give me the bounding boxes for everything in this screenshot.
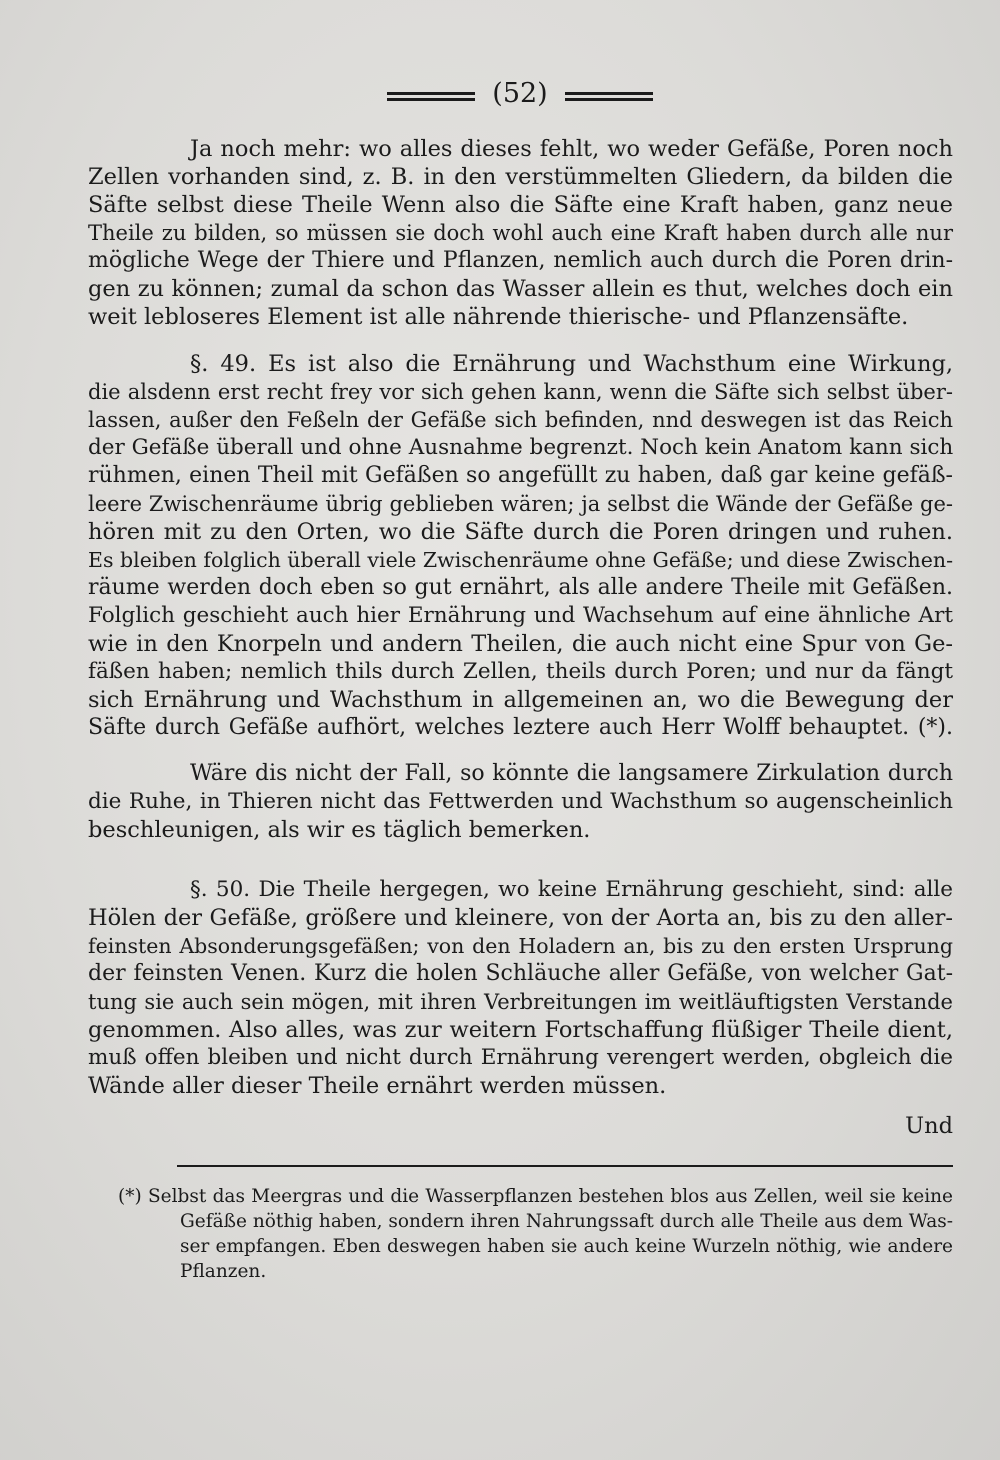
text-line: §. 49. Es ist also die Ernährung und Wachsthum eine Wirkung, xyxy=(190,351,953,377)
text-line: der feinsten Venen. Kurz die holen Schläuche aller Gefäße, von welcher Gat- xyxy=(88,961,953,986)
text-line: genommen. Also alles, was zur weitern Fortschaffung flüßiger Theile dient, xyxy=(88,1017,953,1043)
footnote-divider xyxy=(177,1165,953,1167)
text-line: muß offen bleiben und nicht durch Ernährung verengert werden, obgleich die xyxy=(88,1045,953,1070)
header-rule-left xyxy=(387,92,475,101)
text-line: leere Zwischenräume übrig geblieben wären; ja selbst die Wände der Gefäße ge- xyxy=(88,492,953,516)
text-line: Ja noch mehr: wo alles dieses fehlt, wo weder Gefäße, Poren noch xyxy=(190,136,953,162)
text-line: Säfte selbst diese Theile Wenn also die Säfte eine Kraft haben, ganz neue xyxy=(88,192,953,218)
catchword: Und xyxy=(905,1113,953,1139)
text-line: tung sie auch sein mögen, mit ihren Verbreitungen im weitläuftigsten Verstande xyxy=(88,990,953,1014)
text-line: feinsten Absonderungsgefäßen; von den Holadern an, bis zu den ersten Ursprung xyxy=(88,934,953,958)
text-line: Es bleiben folglich überall viele Zwischenräume ohne Gefäße; und diese Zwischen- xyxy=(88,548,953,572)
text-line: Wände aller dieser Theile ernährt werden müssen. xyxy=(88,1073,667,1099)
text-line: Theile zu bilden, so müssen sie doch wohl auch eine Kraft haben durch alle nur xyxy=(88,221,953,245)
page-number: (52) xyxy=(492,78,548,109)
text-line: gen zu können; zumal da schon das Wasser allein es thut, welches doch ein xyxy=(88,276,953,302)
text-line: der Gefäße überall und ohne Ausnahme begrenzt. Noch kein Anatom kann sich xyxy=(88,435,954,460)
text-line: wie in den Knorpeln und andern Theilen, die auch nicht eine Spur von Ge- xyxy=(88,631,953,657)
text-line: Säfte durch Gefäße aufhört, welches leztere auch Herr Wolff behauptet. (*). xyxy=(88,715,953,740)
text-line: §. 50. Die Theile hergegen, wo keine Ernährung geschieht, sind: alle xyxy=(190,877,953,902)
text-line: Zellen vorhanden sind, z. B. in den verstümmelten Gliedern, da bilden die xyxy=(88,164,953,190)
page-header xyxy=(0,72,1000,112)
text-line: weit lebloseres Element ist alle nährende thierische- und Pflanzensäfte. xyxy=(88,304,909,330)
text-line: rühmen, einen Theil mit Gefäßen so angefüllt zu haben, daß gar keine gefäß- xyxy=(88,463,953,488)
text-line: die alsdenn erst recht frey vor sich gehen kann, wenn die Säfte sich selbst über- xyxy=(88,380,953,404)
footnote-line: ser empfangen. Eben deswegen haben sie auch keine Wurzeln nöthig, wie andere xyxy=(180,1236,953,1257)
text-line: Hölen der Gefäße, größere und kleinere, von der Aorta an, bis zu den aller- xyxy=(88,905,953,931)
text-line: fäßen haben; nemlich thils durch Zellen, theils durch Poren; und nur da fängt xyxy=(88,659,953,684)
text-line: lassen, außer den Feßeln der Gefäße sich befinden, nnd deswegen ist das Reich xyxy=(88,408,953,432)
text-line: räume werden doch eben so gut ernährt, als alle andere Theile mit Gefäßen. xyxy=(88,575,953,600)
text-line: beschleunigen, als wir es täglich bemerken. xyxy=(88,817,591,843)
text-line: die Ruhe, in Thieren nicht das Fettwerden und Wachsthum so augenscheinlich xyxy=(88,789,953,814)
footnote-line: Gefäße nöthig haben, sondern ihren Nahrungssaft durch alle Theile aus dem Was- xyxy=(180,1211,953,1232)
text-line: mögliche Wege der Thiere und Pflanzen, nemlich auch durch die Poren drin- xyxy=(88,248,953,273)
header-rule-right xyxy=(565,92,653,101)
text-line: Wäre dis nicht der Fall, so könnte die langsamere Zirkulation durch xyxy=(190,761,953,786)
text-line: Folglich geschieht auch hier Ernährung und Wachsehum auf eine ähnliche Art xyxy=(88,603,953,628)
footnote-line: (*) Selbst das Meergras und die Wasserpflanzen bestehen blos aus Zellen, weil sie keine xyxy=(118,1186,953,1207)
text-line: sich Ernährung und Wachsthum in allgemeinen an, wo die Bewegung der xyxy=(88,687,953,713)
text-line: hören mit zu den Orten, wo die Säfte durch die Poren dringen und ruhen. xyxy=(88,519,953,545)
footnote-line: Pflanzen. xyxy=(180,1261,267,1282)
